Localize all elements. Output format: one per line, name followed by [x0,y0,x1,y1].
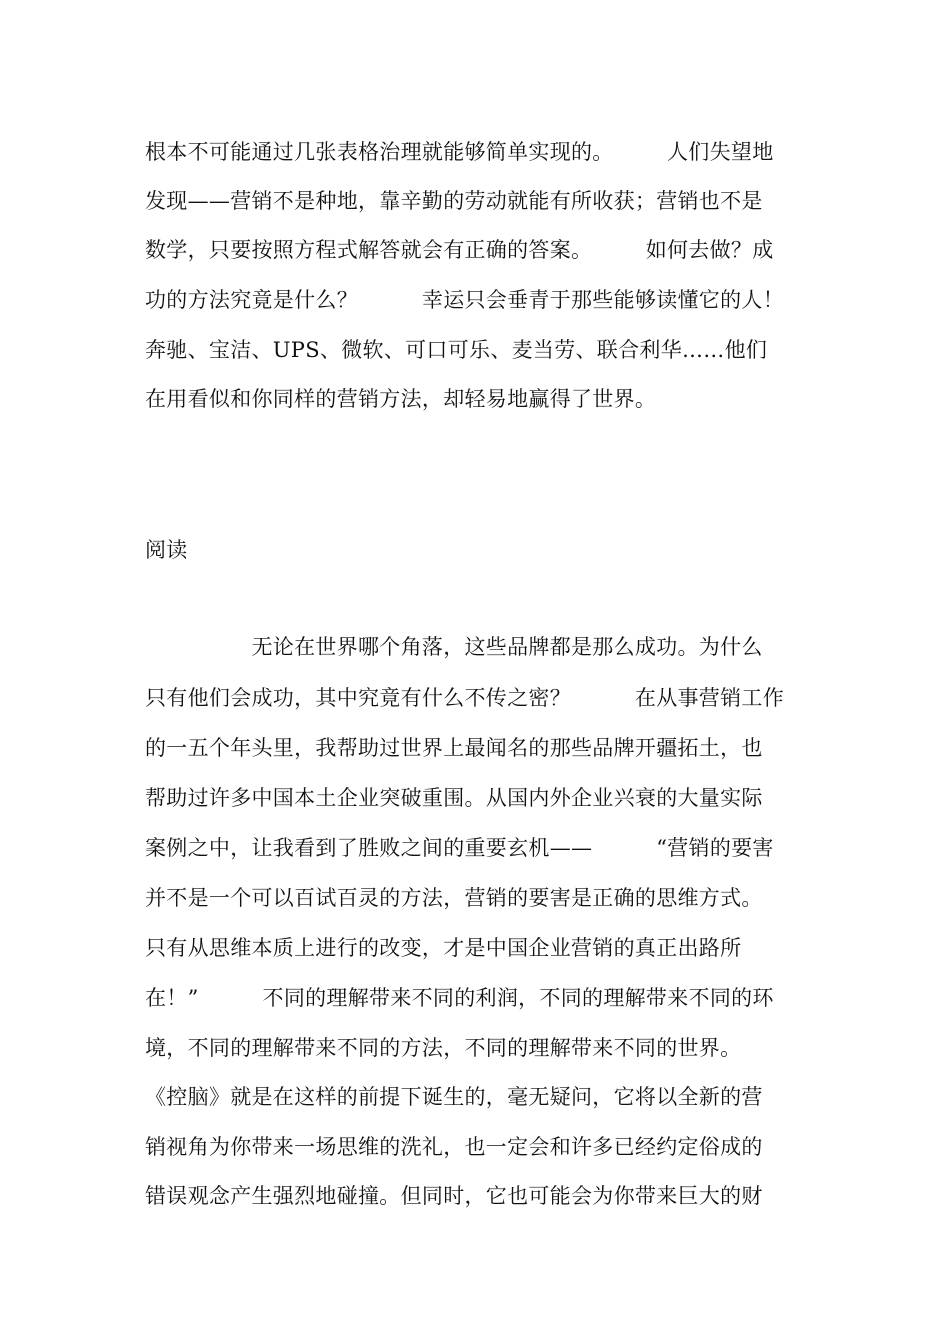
paragraph-2-line-8: 在！” 不同的理解带来不同的利润，不同的理解带来不同的环 [145,986,774,1010]
paragraph-2-line-6: 并不是一个可以百试百灵的方法，营销的要害是正确的思维方式。 [145,886,763,910]
paragraph-1-line-6: 在用看似和你同样的营销方法，却轻易地赢得了世界。 [145,387,657,411]
section-heading: 阅读 [145,538,188,562]
paragraph-2-line-1: 无论在世界哪个角落，这些品牌都是那么成功。为什么 [145,635,763,659]
paragraph-1-line-1: 根本不可能通过几张表格治理就能够简单实现的。 人们失望地 [145,140,774,164]
paragraph-1-line-3: 数学，只要按照方程式解答就会有正确的答案。 如何去做？成 [145,238,774,262]
paragraph-2-line-2: 只有他们会成功，其中究竟有什么不传之密？ 在从事营销工作 [145,686,784,710]
paragraph-1-line-5: 奔驰、宝洁、UPS、微软、可口可乐、麦当劳、联合利华……他们 [145,338,768,362]
paragraph-2-line-7: 只有从思维本质上进行的改变，才是中国企业营销的真正出路所 [145,936,742,960]
paragraph-2-line-11: 销视角为你带来一场思维的洗礼，也一定会和许多已经约定俗成的 [145,1135,763,1159]
paragraph-2-line-3: 的一五个年头里，我帮助过世界上最闻名的那些品牌开疆拓土，也 [145,736,763,760]
paragraph-1-line-4: 功的方法究竟是什么？ 幸运只会垂青于那些能够读懂它的人！ [145,288,784,312]
paragraph-1-line-2: 发现——营销不是种地，靠辛勤的劳动就能有所收获；营销也不是 [145,189,763,213]
paragraph-2-line-5: 案例之中，让我看到了胜败之间的重要玄机—— “营销的要害 [145,836,774,860]
paragraph-2-line-4: 帮助过许多中国本土企业突破重围。从国内外企业兴衰的大量实际 [145,786,763,810]
paragraph-2-line-12: 错误观念产生强烈地碰撞。但同时，它也可能会为你带来巨大的财 [145,1184,763,1208]
paragraph-2-line-9: 境，不同的理解带来不同的方法，不同的理解带来不同的世界。 [145,1036,742,1060]
paragraph-2-line-10: 《控脑》就是在这样的前提下诞生的，毫无疑问，它将以全新的营 [145,1085,763,1109]
